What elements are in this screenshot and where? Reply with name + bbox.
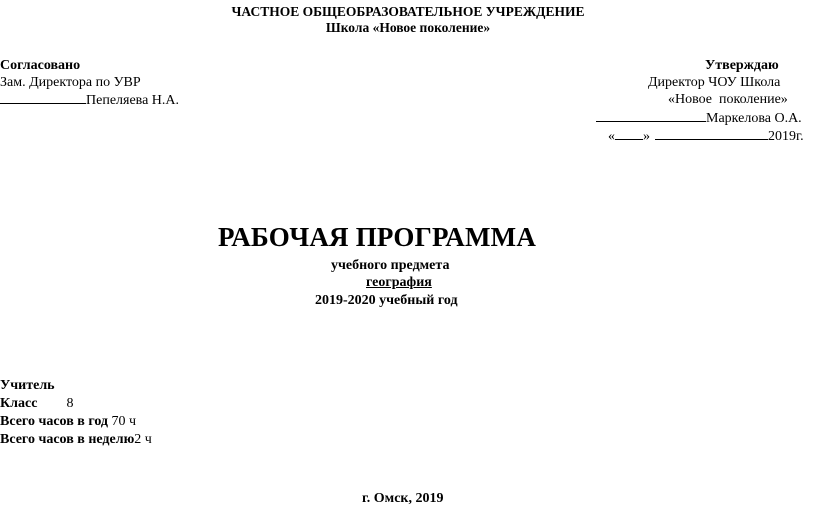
school-name-heading: Школа «Новое поколение» <box>325 20 491 35</box>
director-position: Директор ЧОУ Школа <box>648 75 781 90</box>
approval-date-line <box>608 127 804 145</box>
date-close-quote: » <box>643 129 650 144</box>
city-year-footer: г. Омск, 2019 <box>362 491 444 506</box>
hours-year-row <box>0 413 136 430</box>
deputy-name: Пепеляева Н.А. <box>86 93 180 108</box>
hours-week-row <box>0 431 152 448</box>
teacher-label: Учитель <box>0 378 55 393</box>
deputy-position: Зам. Директора по УВР <box>0 75 141 90</box>
hours-week-label: Всего часов в неделю <box>0 432 135 447</box>
agreed-heading: Согласовано <box>0 58 81 73</box>
director-signature-line <box>596 109 802 127</box>
date-open-quote: « <box>608 129 615 144</box>
signature-blank <box>0 91 86 104</box>
hours-week-value: 2 ч <box>134 432 152 447</box>
academic-year: 2019-2020 учебный год <box>315 293 458 308</box>
director-school: «Новое поколение» <box>668 92 788 107</box>
day-blank <box>615 127 643 140</box>
subject-label: учебного предмета <box>331 258 450 273</box>
date-year: 2019г. <box>768 129 804 144</box>
org-type-heading: ЧАСТНОЕ ОБЩЕОБРАЗОВАТЕЛЬНОЕ УЧРЕЖДЕНИЕ <box>231 4 585 19</box>
class-value: 8 <box>66 396 74 411</box>
deputy-signature-line <box>0 91 179 109</box>
director-name: Маркелова О.А. <box>706 111 802 126</box>
hours-year-label: Всего часов в год <box>0 414 109 429</box>
teacher-row <box>0 377 55 394</box>
subject-name: география <box>366 275 432 290</box>
class-label: Класс <box>0 396 38 411</box>
document-title: РАБОЧАЯ ПРОГРАММА <box>218 222 537 252</box>
class-row <box>0 395 73 412</box>
month-blank <box>655 127 768 140</box>
approve-heading: Утверждаю <box>705 58 779 73</box>
hours-year-value: 70 ч <box>111 414 137 429</box>
signature-blank <box>596 109 706 122</box>
